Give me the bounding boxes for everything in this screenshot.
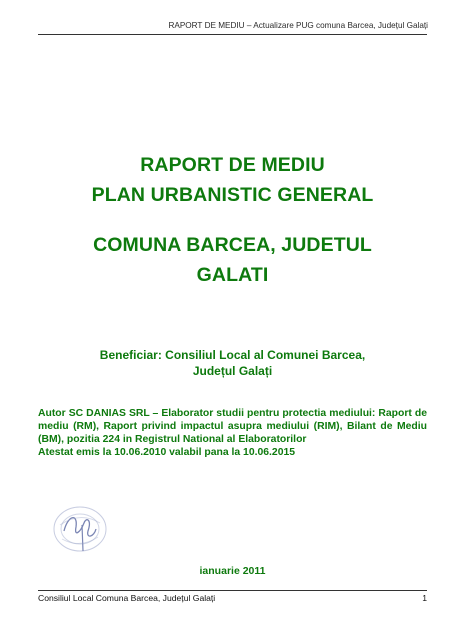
document-date: ianuarie 2011 bbox=[199, 565, 266, 577]
document-title-secondary bbox=[38, 230, 427, 290]
title-line-3: COMUNA BARCEA, JUDETUL bbox=[93, 234, 372, 256]
document-title-primary bbox=[38, 150, 427, 210]
author-block bbox=[38, 407, 427, 459]
header-divider bbox=[38, 34, 427, 35]
page-number: 1 bbox=[422, 593, 427, 603]
stamp-signature-icon bbox=[50, 503, 110, 558]
title-line-2: PLAN URBANISTIC GENERAL bbox=[91, 184, 374, 206]
title-line-1: RAPORT DE MEDIU bbox=[140, 154, 325, 176]
title-line-4: GALATI bbox=[196, 264, 269, 286]
certificate-line: Atestat emis la 10.06.2010 valabil pana la 10.06.2015 bbox=[38, 447, 296, 458]
beneficiary-line-1: Beneficiar: Consiliul Local al Comunei Barcea, bbox=[99, 348, 366, 362]
footer-organization: Consiliul Local Comuna Barcea, Județul Galați bbox=[38, 593, 216, 603]
footer-divider bbox=[38, 590, 427, 591]
running-header: RAPORT DE MEDIU – Actualizare PUG comuna Barcea, Județul Galați bbox=[168, 21, 428, 30]
beneficiary-line-2: Județul Galați bbox=[192, 364, 273, 378]
author-paragraph: Autor SC DANIAS SRL – Elaborator studii pentru protectia mediului: Raport de mediu (RM), Raport privind impactul asupra mediului (RIM), Bilant de Mediu (BM), pozitia 224 in Registrul National al Elaboratorilor bbox=[38, 408, 427, 445]
beneficiary-block bbox=[38, 347, 427, 379]
